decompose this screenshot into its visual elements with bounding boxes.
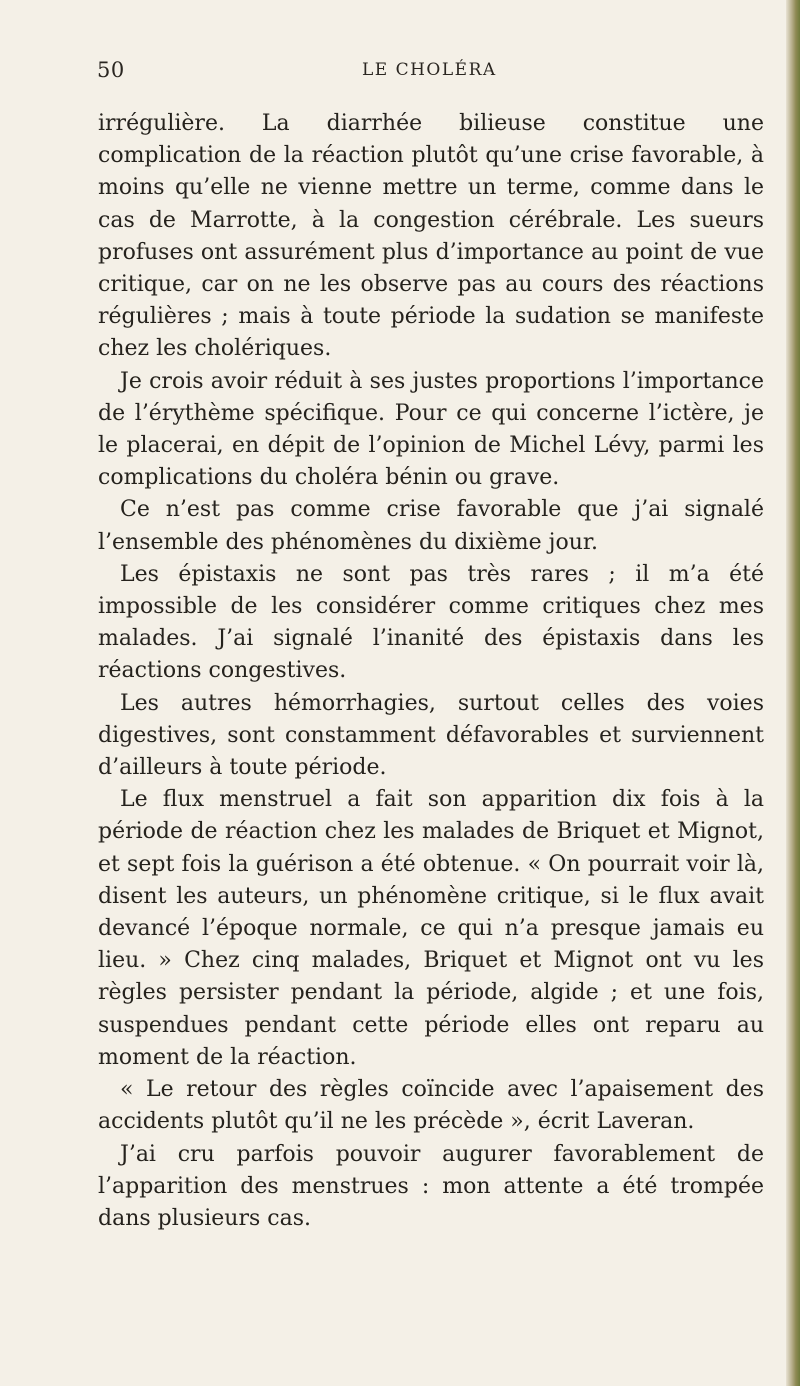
page-edge [786, 0, 800, 1386]
running-title: LE CHOLÉRA [362, 60, 497, 80]
paragraph: Je crois avoir réduit à ses justes proportions l’importance de l’érythème spécifique. Pour ce qui concerne l’ictère, je le placerai, en dépit de l’opinion de Michel Lévy, parmi les complications du choléra bénin ou grave. [98, 368, 764, 491]
paragraph: Les autres hémorrhagies, surtout celles des voies digestives, sont constamment défavorables et surviennent d’ailleurs à toute période. [98, 690, 764, 781]
paragraph: irrégulière. La diarrhée bilieuse constitue une complication de la réaction plutôt qu’une crise favorable, à moins qu’elle ne vienne mettre un terme, comme dans le cas de Marrotte, à la congestion cérébrale. Les sueurs profuses ont assurément plus d’importance au point de vue critique, car on ne les observe pas au cours des réactions régulières ; mais à toute période la sudation se manifeste chez les cholériques. [98, 111, 764, 362]
quotation-paragraph: « Le retour des règles coïncide avec l’apaisement des accidents plutôt qu’il ne les précède », écrit Laveran. [98, 1077, 764, 1135]
paragraph: J’ai cru parfois pouvoir augurer favorablement de l’apparition des menstrues : mon attente a été trompée dans plusieurs cas. [98, 1141, 764, 1231]
paragraph: Les épistaxis ne sont pas très rares ; il m’a été impossible de les considérer comme critiques chez mes malades. J’ai signalé l’inanité des épistaxis dans les réactions congestives. [98, 561, 764, 684]
body-text [98, 108, 764, 1235]
paragraph: Ce n’est pas comme crise favorable que j’ai signalé l’ensemble des phénomènes du dixième jour. [98, 497, 764, 555]
page-header [97, 58, 767, 86]
paragraph: Le flux menstruel a fait son apparition dix fois à la période de réaction chez les malades de Briquet et Mignot, et sept fois la guérison a été obtenue. « On pourrait voir là, disent les auteurs, un phénomène critique, si le flux avait devancé l’époque normale, ce qui n’a presque jamais eu lieu. » Chez cinq malades, Briquet et Mignot ont vu les règles persister pendant la période, algide ; et une fois, suspendues pendant cette période elles ont reparu au moment de la réaction. [98, 787, 764, 1070]
page-number: 50 [97, 58, 125, 82]
